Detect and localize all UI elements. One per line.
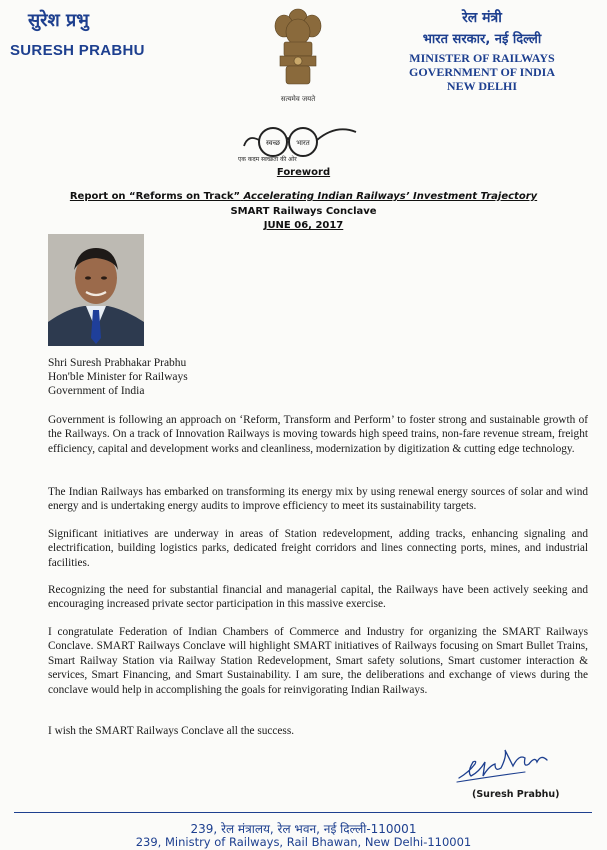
body-paragraph: Government is following an approach on ‘Reform, Transform and Perform’ to foster strong and sustainable growth of the Railways. On a track of Innovation Railways is moving towards high speed trains, non-fare revenue stream, freight efficiency, capital and development works and cleanliness, modernization by digitization & cutting edge technology. (48, 414, 588, 455)
report-title-prefix: Report on “Reforms on Track” (69, 191, 241, 202)
body-paragraph: Recognizing the need for substantial financial and managerial capital, the Railways have been actively seeking and encouraging increased private sector participation in this massive exercise. (48, 584, 588, 611)
office-govt-english: GOVERNMENT OF INDIA (408, 65, 555, 79)
office-title-english: MINISTER OF RAILWAYS (409, 51, 555, 65)
footer-divider (14, 812, 592, 813)
state-emblem (262, 4, 334, 104)
addressee-govt: Government of India (48, 385, 145, 397)
office-subtitle-hindi: भारत सरकार, नई दिल्ली (422, 32, 542, 47)
addressee-block (48, 356, 188, 398)
signature-icon (455, 742, 555, 786)
footer-address-hindi: 239, रेल मंत्रालय, रेल भवन, नई दिल्ली-110001 (190, 822, 417, 836)
minister-name-english: SURESH PRABHU (10, 42, 145, 59)
ashoka-emblem-icon (270, 4, 326, 88)
conclave-title: SMART Railways Conclave (230, 206, 377, 217)
office-city-english: NEW DELHI (446, 79, 518, 93)
office-title-hindi: रेल मंत्री (462, 10, 502, 26)
body-paragraph: I congratulate Federation of Indian Chambers of Commerce and Industry for organizing the SMART Railways Conclave. SMART Railways Conclave will highlight SMART initiatives of Railways focusing on Smart Bullet Trains, Smart Railway Station via Railway Station Redevelopment, Smart safety solutions, Smart customer interaction & services, Smart Financing, and Smart Sustainability. I am sure, the deliberations and exchange of views during the conclave would help in accomplishing the goals for reinvigorating Indian Railways. (48, 626, 588, 696)
swachh-tagline: एक कदम स्वच्छता की ओर (238, 156, 297, 163)
minister-photo (48, 234, 144, 346)
body-paragraph: The Indian Railways has embarked on transforming its energy mix by using renewal energy sources of solar and wind energy and is undertaking energy audits to improve efficiency to meet its sustainability targets. (48, 486, 588, 513)
addressee-name: Shri Suresh Prabhakar Prabhu (48, 357, 187, 369)
portrait-image (48, 234, 144, 346)
handwritten-signature (455, 742, 555, 786)
minister-name-hindi: सुरेश प्रभु (28, 10, 89, 31)
footer-address-english: 239, Ministry of Railways, Rail Bhawan, New Delhi-110001 (135, 835, 472, 849)
body-paragraph: Significant initiatives are underway in areas of Station redevelopment, adding tracks, enhancing signaling and electrification, building logistics parks, dedicated freight corridors and lines connecting ports, mines, and industrial facilities. (48, 528, 588, 569)
emblem-motto: सत्यमेव जयते (280, 95, 316, 103)
foreword-heading: Foreword (276, 167, 331, 178)
addressee-title: Hon'ble Minister for Railways (48, 371, 188, 383)
report-title-italic: Accelerating Indian Railways’ Investment Trajectory (243, 191, 538, 202)
signatory-name: (Suresh Prabhu) (472, 789, 560, 800)
conclave-date: JUNE 06, 2017 (263, 220, 344, 231)
body-paragraph: I wish the SMART Railways Conclave all the success. (48, 725, 295, 737)
bharat-word: भारत (296, 139, 310, 147)
swachh-word: स्वच्छ (265, 139, 281, 147)
report-title (40, 191, 567, 202)
office-block (387, 8, 577, 93)
